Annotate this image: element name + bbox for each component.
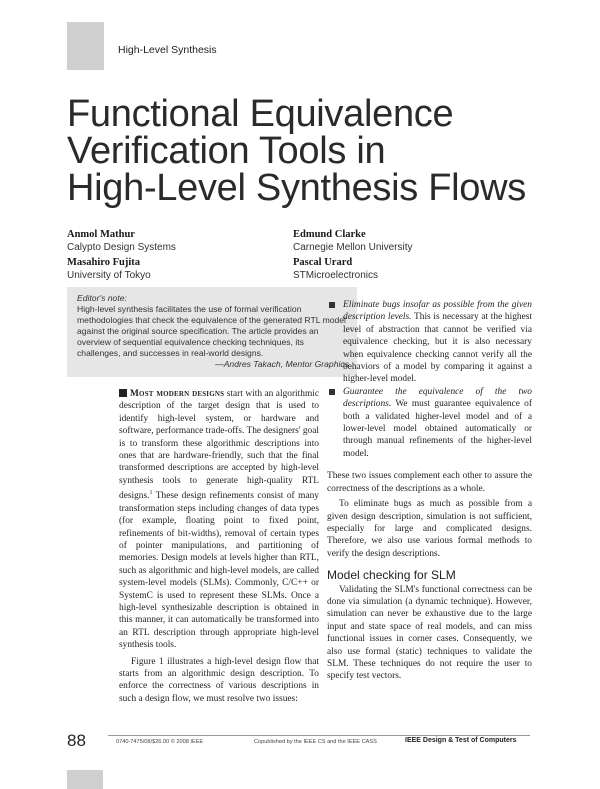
author-affiliation: Carnegie Mellon University bbox=[293, 242, 413, 253]
author-name: Pascal Urard bbox=[293, 257, 353, 268]
lead-in: Most modern designs bbox=[130, 389, 225, 399]
subsection-heading: Model checking for SLM bbox=[327, 568, 456, 583]
title-line-3: High-Level Synthesis Flows bbox=[67, 167, 526, 209]
bullet-square-icon bbox=[329, 389, 335, 395]
bullet-body: This is necessary at the highest level of abstraction that cannot be verified via equivalence checking, but it is also necessary when equivalence checking cannot verify all the behaviors of a model by comparing it against a higher-level model. bbox=[343, 312, 532, 385]
editors-note-body: High-level synthesis facilitates the use of formal verification methodologies that check the equivalence of the generated RTL model against the original source specification. The article provides an overview of sequential equivalence checking techniques, its challenges, and successes in real-world designs. bbox=[77, 304, 346, 358]
right-column bbox=[327, 299, 532, 683]
editors-note bbox=[67, 287, 357, 377]
paragraph: Figure 1 illustrates a high-level design flow that starts from an algorithmic design description. To enforce the correctness of various descriptions in such a design flow, we must resolve two issues: bbox=[119, 656, 319, 704]
author-block bbox=[67, 256, 151, 282]
paragraph: These two issues complement each other to assure the correctness of the descriptions as a whole. bbox=[327, 471, 532, 494]
copyright-line: Copublished by the IEEE CS and the IEEE CASS bbox=[254, 739, 377, 745]
paragraph: These design refinements consist of many transformation steps including changes of data types (for example, floating point to fixed point, refinements of bit-widths), removal of certain types of pointer manipulations, and partitioning of memories. Design models at levels higher than RTL, such as algorithmic and high-level models, are called system-level models (SLMs). Commonly, C/C++ or SystemC is used to represent these SLMs. Once a high-level synthesizable description is obtained in this manner, it can automatically be transformed into an RTL description through appropriate high-level synthesis tools. bbox=[119, 491, 319, 651]
title-line-2: Verification Tools in bbox=[67, 130, 386, 172]
editors-note-signature: —Andres Takach, Mentor Graphics bbox=[215, 359, 349, 369]
section-start-icon bbox=[119, 389, 127, 397]
author-block bbox=[293, 228, 413, 254]
author-name: Anmol Mathur bbox=[67, 229, 135, 240]
author-affiliation: STMicroelectronics bbox=[293, 270, 379, 281]
paragraph: start with an algorithmic description of the target design that is used to identify high-level system, or hardware and software, performance trade-offs. The designers' goal is to transform these algorithmic descriptions into ones that are hardware-friendly, such that the final transformed descriptions are accepted by high-level synthesis tools to generate high-quality RTL designs. bbox=[119, 389, 320, 502]
magazine-title: IEEE Design & Test of Computers bbox=[405, 737, 517, 744]
bullet-square-icon bbox=[329, 302, 335, 308]
title-line-1: Functional Equivalence bbox=[67, 93, 454, 135]
footnote-mark: 1 bbox=[149, 490, 153, 497]
list-item bbox=[327, 299, 532, 386]
footer-rule bbox=[108, 735, 530, 736]
issn-line: 0740-7475/08/$26.00 © 2008 IEEE bbox=[116, 739, 204, 745]
paragraph: Validating the SLM's functional correctness can be done via simulation (a dynamic technique). However, simulation can never be exhaustive due to the large input and state space of real models, and can miss functional issues in corner cases. Consequently, we also use formal (static) techniques to validate the SLM. These techniques do not require the user to specify test vectors. bbox=[327, 584, 532, 682]
header-tab bbox=[67, 22, 104, 70]
paragraph: To eliminate bugs as much as possible from a given design description, simulation is not sufficient, especially for large and complicated designs. Therefore, we also use various formal methods to verify the design descriptions. bbox=[327, 499, 532, 559]
author-name: Edmund Clarke bbox=[293, 229, 366, 240]
list-item bbox=[327, 386, 532, 460]
editors-note-heading: Editor's note: bbox=[77, 293, 127, 303]
section-label: High-Level Synthesis bbox=[118, 44, 217, 56]
bullet-lead: Guarantee the equivalence of the two descriptions. bbox=[343, 386, 532, 410]
bullet-body: We must guarantee equivalence of both a validated higher-level model and of a lower-level model obtained automatically or through manual refinements of the higher-level model. bbox=[343, 399, 532, 459]
author-affiliation: Calypto Design Systems bbox=[67, 242, 176, 253]
article-title bbox=[67, 93, 547, 209]
bullet-lead: Eliminate bugs insofar as possible from the given description levels. bbox=[343, 300, 532, 323]
author-name: Masahiro Fujita bbox=[67, 257, 141, 268]
left-column bbox=[119, 388, 319, 705]
page-number: 88 bbox=[67, 731, 86, 750]
author-block bbox=[293, 256, 378, 282]
author-block bbox=[67, 228, 176, 254]
footer-tab bbox=[67, 770, 103, 789]
author-affiliation: University of Tokyo bbox=[67, 270, 151, 281]
